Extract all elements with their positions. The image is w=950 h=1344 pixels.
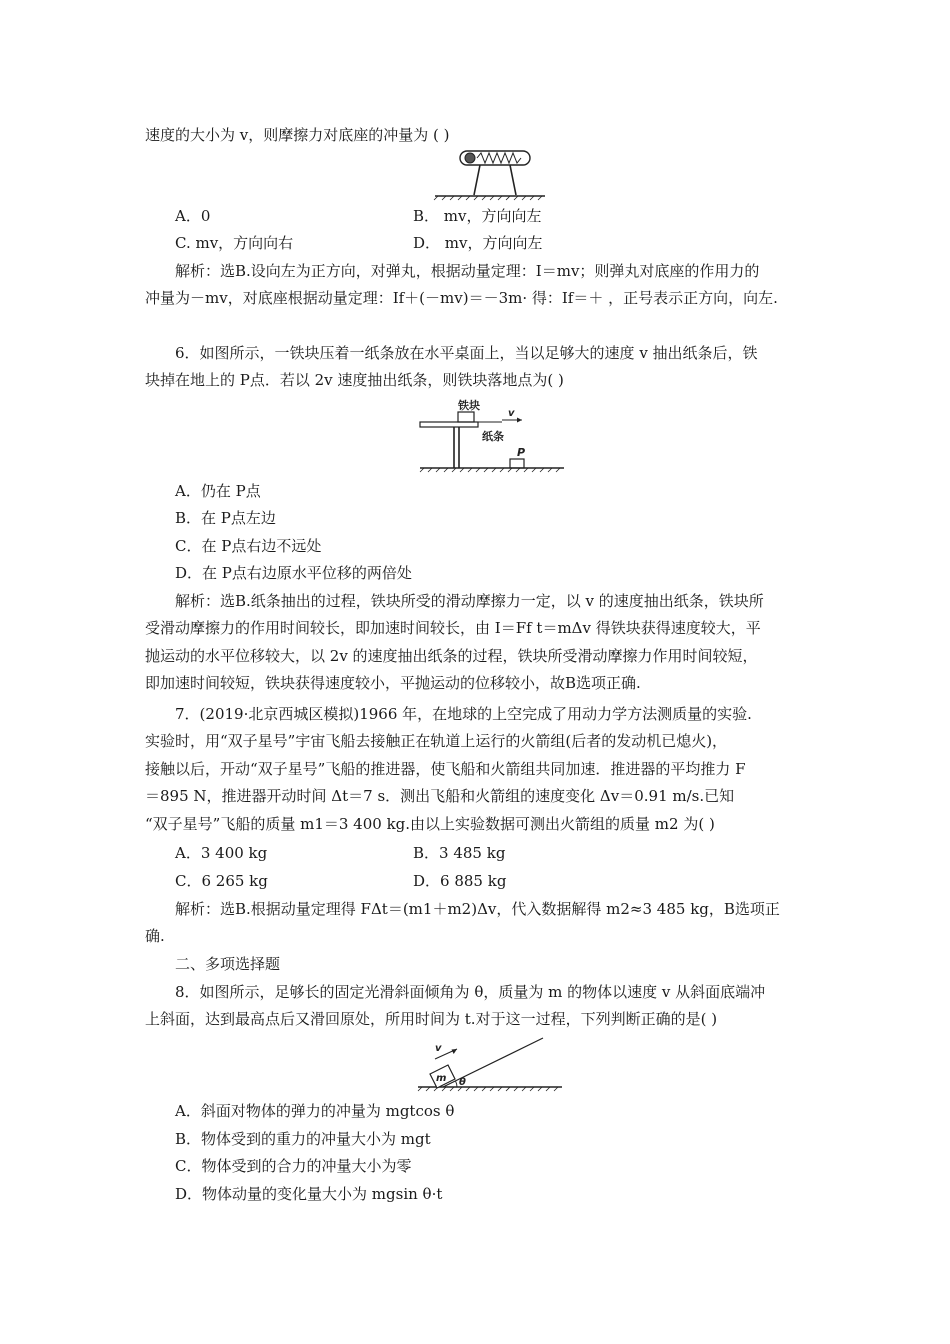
section-heading: 二、多项选择题 [175, 955, 281, 973]
q5-analysis-line-2: 冲量为－mv，对底座根据动量定理：If＋(－mv)＝－3m· 得：If＝＋ ，正号表示正方向，向左. [145, 289, 778, 307]
label-paper-strip: 纸条 [482, 430, 504, 443]
q8-option-a: A．斜面对物体的弹力的冲量为 mgtcos θ [175, 1102, 455, 1120]
q6-option-d: D．在 P点右边原水平位移的两倍处 [175, 564, 412, 582]
q7-stem-line-2: 实验时，用“双子星号”宇宙飞船去接触正在轨道上运行的火箭组(后者的发动机已熄火)， [145, 732, 728, 750]
q7-stem-line-5: “双子星号”飞船的质量 m1＝3 400 kg.由以上实验数据可测出火箭组的质量 m2 为( ) [145, 815, 715, 833]
label-velocity: v [508, 408, 515, 419]
q7-option-c: C．6 265 kg [175, 872, 268, 890]
q6-option-b: B．在 P点左边 [175, 509, 276, 527]
label-point-p: P [517, 446, 526, 459]
q8-option-d: D．物体动量的变化量大小为 mgsin θ·t [175, 1185, 443, 1203]
spring-launcher-figure [430, 142, 550, 200]
q6-analysis-line-3: 抛运动的水平位移较大，以 2v 的速度抽出纸条的过程，铁块所受滑动摩擦力作用时间较短， [145, 647, 758, 665]
q6-stem-line-2: 块掉在地上的 P点．若以 2v 速度抽出纸条，则铁块落地点为( ) [145, 371, 564, 389]
q5-option-c: C. mv，方向向右 [175, 234, 294, 252]
q7-stem-line-1: 7．(2019·北京西城区模拟)1966 年，在地球的上空完成了用动力学方法测质量的实验. [175, 705, 752, 723]
q6-analysis-line-2: 受滑动摩擦力的作用时间较长，即加速时间较长，由 I＝Ff t＝mΔv 得铁块获得速度较大，平 [145, 619, 761, 637]
q7-analysis-line-2: 确. [145, 927, 165, 945]
q6-option-a: A．仍在 P点 [175, 482, 261, 500]
q6-option-c: C．在 P点右边不远处 [175, 537, 322, 555]
q7-option-b: B．3 485 kg [413, 844, 506, 862]
q8-option-c: C．物体受到的合力的冲量大小为零 [175, 1157, 412, 1175]
q7-stem-line-4: ＝895 N，推进器开动时间 Δt＝7 s．测出飞船和火箭组的速度变化 Δv＝0.91 m/s.已知 [145, 787, 735, 805]
q6-analysis-line-4: 即加速时间较短，铁块获得速度较小，平抛运动的位移较小，故B选项正确. [145, 674, 641, 692]
q5-option-b: B． mv，方向向左 [413, 207, 542, 225]
q5-option-a: A．0 [175, 207, 211, 225]
q6-analysis-line-1: 解析：选B.纸条抽出的过程，铁块所受的滑动摩擦力一定，以 v 的速度抽出纸条，铁块所 [175, 592, 764, 610]
q5-analysis-line-1: 解析：选B.设向左为正方向，对弹丸，根据动量定理：I＝mv；则弹丸对底座的作用力的 [175, 262, 760, 280]
label-iron-block: 铁块 [458, 399, 480, 412]
label-velocity-v: v [435, 1043, 442, 1054]
q8-stem-line-1: 8．如图所示，足够长的固定光滑斜面倾角为 θ，质量为 m 的物体以速度 v 从斜面底端冲 [175, 983, 766, 1001]
incline-figure [415, 1035, 565, 1093]
q7-stem-line-3: 接触以后，开动“双子星号”飞船的推进器，使飞船和火箭组共同加速．推进器的平均推力 F [145, 760, 746, 778]
q7-option-a: A．3 400 kg [175, 844, 268, 862]
q7-analysis-line-1: 解析：选B.根据动量定理得 FΔt＝(m1＋m2)Δv，代入数据解得 m2≈3 485 kg，B选项正 [175, 900, 780, 918]
q6-stem-line-1: 6．如图所示，一铁块压着一纸条放在水平桌面上，当以足够大的速度 v 抽出纸条后，铁 [175, 344, 758, 362]
q8-stem-line-2: 上斜面，达到最高点后又滑回原处，所用时间为 t.对于这一过程，下列判断正确的是( ) [145, 1010, 718, 1028]
table-paper-figure [418, 398, 568, 476]
label-theta: θ [459, 1077, 466, 1088]
q5-stem: 速度的大小为 v，则摩擦力对底座的冲量为 ( ) [145, 126, 450, 144]
q8-option-b: B．物体受到的重力的冲量大小为 mgt [175, 1130, 431, 1148]
q7-option-d: D．6 885 kg [413, 872, 507, 890]
label-mass: m [436, 1073, 447, 1084]
q5-option-d: D． mv，方向向左 [413, 234, 543, 252]
